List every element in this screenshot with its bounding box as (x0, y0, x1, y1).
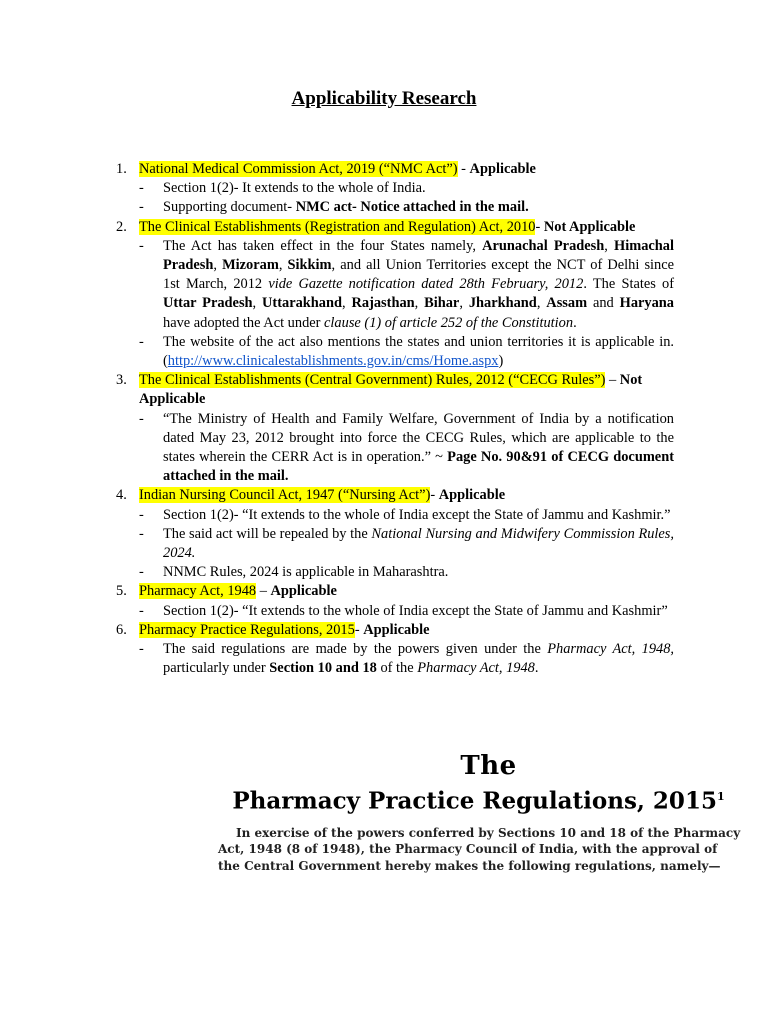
text-run: , (459, 295, 469, 312)
heading-separator: - (430, 487, 439, 504)
bold-text: Bihar (424, 295, 460, 312)
italic-text: Pharmacy Act, 1948 (417, 660, 535, 677)
text-run: . (573, 314, 577, 331)
act-title-highlight: The Clinical Establishments (Registration and Regulation) Act, 2010 (139, 218, 536, 235)
bold-text: Arunachal Pradesh (482, 237, 605, 254)
bold-text: Section 10 and 18 (269, 660, 377, 677)
excerpt-title-line-2 (216, 782, 741, 817)
text-run: Section 1(2)- It extends to the whole of India. (163, 180, 426, 197)
list-number: 1. (116, 161, 127, 177)
excerpt-body: In exercise of the powers conferred by Sections 10 and 18 of the Pharmacy Act, 1948 (8 of 1948), the Pharmacy Council of India, with the approval of the Central Government hereby makes the following regulations, namely— (218, 825, 741, 873)
text-run: . The States of (583, 276, 675, 293)
dash-bullet: - (139, 180, 144, 197)
act-title-highlight: Pharmacy Practice Regulations, 2015 (139, 621, 355, 638)
list-number: 5. (116, 583, 127, 600)
dash-bullet: - (139, 506, 144, 523)
dash-bullet: - (139, 525, 144, 542)
text-run: , (342, 295, 352, 312)
text-run: , (414, 295, 425, 312)
act-title-highlight: Indian Nursing Council Act, 1947 (“Nursing Act”) (139, 487, 431, 504)
bold-text: Uttar Pradesh (163, 295, 253, 312)
applicability-status: Not Applicable (139, 372, 643, 408)
list-number: 2. (116, 218, 127, 235)
list-item-heading (0, 486, 674, 505)
text-run: have adopted the Act under (163, 314, 325, 331)
website-link[interactable]: http://www.clinicalestablishments.gov.in/cms/Home.aspx (167, 353, 499, 370)
list-number: 6. (116, 621, 127, 638)
list-number: 3. (116, 372, 127, 389)
bold-text: Himachal Pradesh (163, 237, 675, 274)
text-run: The website of the act also mentions the states and union territories it is applicable in. ( (163, 333, 674, 370)
sub-point (0, 640, 674, 678)
bold-text: NMC act- Notice attached in the mail. (295, 199, 529, 216)
text-run: “The Ministry of Health and Family Welfare, Government of India by a notification dated May 23, 2012 brought into force the CECG Rules, which are applicable to the states wherein the CERR Act is in operation.” ~ (163, 410, 674, 466)
text-run: , (604, 237, 615, 254)
italic-text: National Nursing and Midwifery Commission Rules, 2024. (163, 525, 675, 562)
text-run: of the (376, 660, 418, 677)
heading-separator: - (535, 218, 544, 235)
list-item-heading (0, 371, 674, 409)
sub-point (0, 602, 674, 621)
dash-bullet: - (139, 410, 144, 427)
dash-bullet: - (139, 602, 144, 619)
sub-point (0, 237, 674, 333)
heading-separator: – (256, 583, 271, 600)
applicability-status: Not Applicable (543, 218, 636, 235)
text-run: , and all Union Territories except the NCT of Delhi since 1st March, 2012 (163, 257, 675, 293)
dash-bullet: - (139, 237, 144, 254)
sub-point (0, 563, 674, 582)
text-run: . (534, 660, 539, 677)
bold-text: Sikkim (287, 257, 332, 274)
text-run: , (213, 257, 223, 274)
list-item-heading (0, 218, 674, 237)
regulation-excerpt-image (216, 750, 741, 874)
sub-point (0, 506, 674, 525)
applicability-status: Applicable (469, 161, 536, 177)
text-run: and (587, 295, 620, 312)
dash-bullet: - (139, 641, 144, 658)
applicability-status: Applicable (363, 621, 430, 638)
bold-text: Haryana (619, 295, 674, 312)
act-title-highlight: Pharmacy Act, 1948 (139, 583, 257, 600)
heading-separator: – (605, 372, 620, 389)
text-run: , (252, 295, 263, 312)
list-number: 4. (116, 487, 127, 504)
dash-bullet: - (139, 199, 144, 216)
sub-point (0, 410, 674, 487)
text-run: , (536, 295, 547, 312)
sub-point (0, 525, 674, 563)
research-list (0, 160, 768, 678)
text-run: , (278, 257, 288, 274)
bold-text: Mizoram (222, 257, 279, 274)
text-run: Section 1(2)- “It extends to the whole of India except the State of Jammu and Kashmir” (163, 602, 668, 619)
text-run: The Act has taken effect in the four States namely, (163, 237, 483, 254)
applicability-status: Applicable (438, 487, 506, 504)
heading-separator: - (354, 621, 364, 638)
list-item-heading (0, 621, 674, 640)
bold-text: Uttarakhand (262, 295, 342, 312)
bold-text: Jharkhand (468, 295, 537, 312)
sub-point (0, 198, 674, 217)
excerpt-title-text: Pharmacy Practice Regulations, 2015 (232, 787, 717, 815)
bold-text: Assam (546, 295, 588, 312)
text-run: particularly under (163, 660, 270, 677)
applicability-status: Applicable (270, 583, 337, 600)
bold-text: Page No. 90&91 of CECG document attached in the mail. (163, 449, 674, 485)
sub-point (0, 179, 674, 198)
page-title: Applicability Research (291, 88, 477, 109)
excerpt-footnote-mark: 1 (716, 790, 725, 803)
text-run: ) (498, 353, 504, 370)
text-run: Section 1(2)- “It extends to the whole of India except the State of Jammu and Kashmir.” (163, 506, 671, 523)
italic-text: vide Gazette notification dated 28th February, 2012 (268, 276, 584, 293)
italic-text: clause (1) of article 252 of the Constitution (324, 314, 574, 331)
dash-bullet: - (139, 564, 144, 581)
list-item-heading (0, 160, 674, 179)
sub-point (0, 333, 674, 371)
act-title-highlight: National Medical Commission Act, 2019 (“NMC Act”) (139, 161, 458, 177)
italic-text: Pharmacy Act, 1948, (547, 641, 675, 658)
list-item-heading (0, 582, 674, 601)
bold-text: Rajasthan (351, 295, 415, 312)
act-title-highlight: The Clinical Establishments (Central Government) Rules, 2012 (“CECG Rules”) (139, 372, 606, 389)
dash-bullet: - (139, 333, 144, 350)
text-run: Supporting document- (163, 199, 296, 216)
text-run: The said regulations are made by the powers given under the (163, 641, 548, 658)
excerpt-title-line-1: The (460, 751, 517, 781)
text-run: The said act will be repealed by the (163, 525, 372, 542)
text-run: NNMC Rules, 2024 is applicable in Maharashtra. (163, 564, 449, 581)
heading-separator: - (457, 161, 470, 177)
